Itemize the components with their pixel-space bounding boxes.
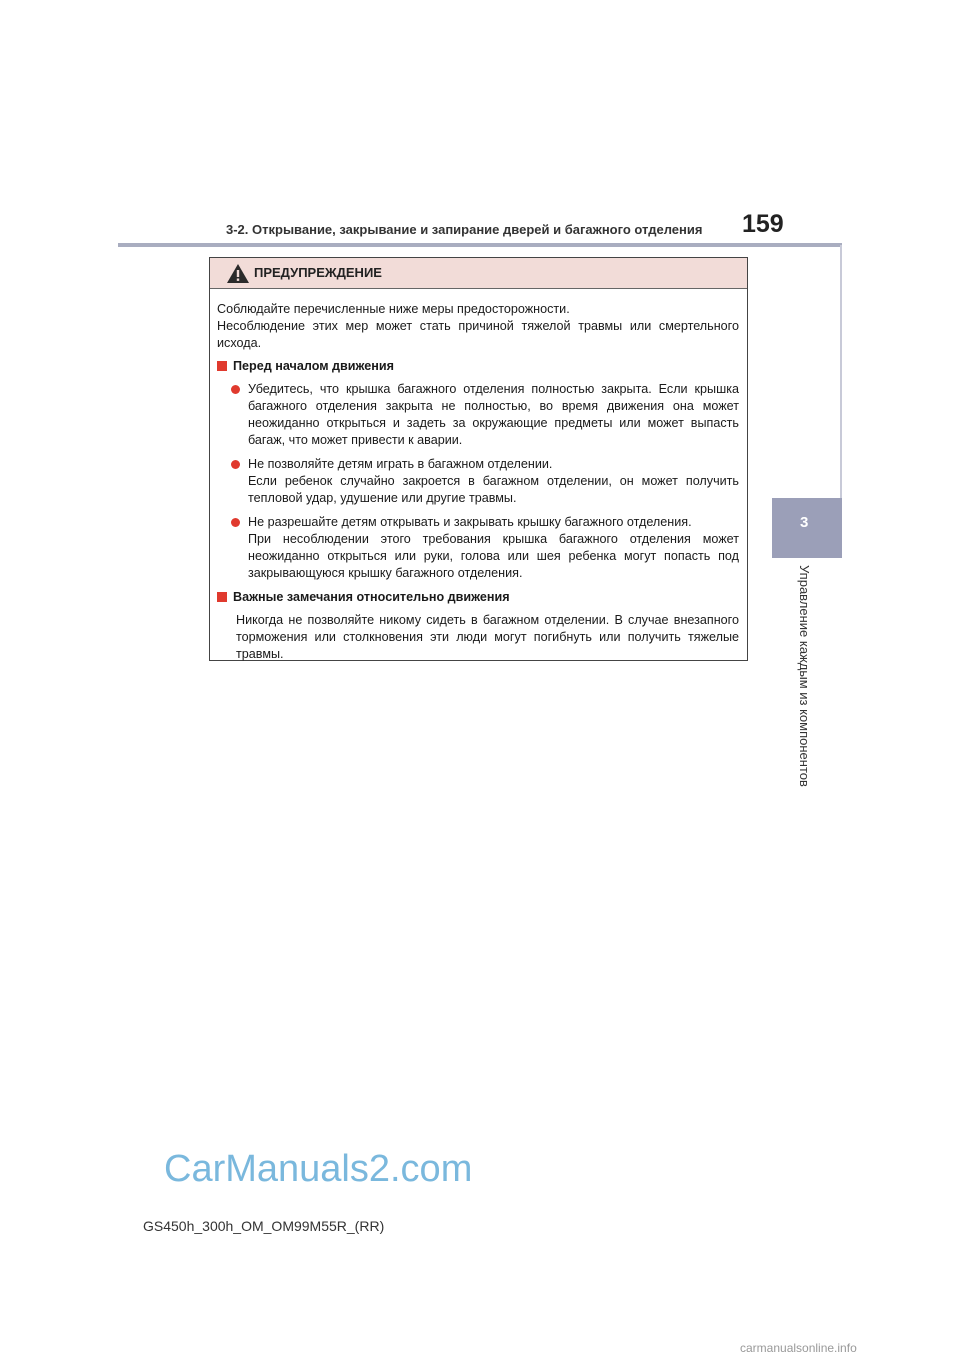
- warning-triangle-icon: [226, 263, 250, 284]
- bullet-text-wrap: [248, 456, 739, 507]
- warning-title: ПРЕДУПРЕЖДЕНИЕ: [254, 265, 382, 280]
- chapter-number: 3: [800, 514, 809, 531]
- document-code: GS450h_300h_OM_OM99M55R_(RR): [143, 1218, 385, 1234]
- bullet-text: Не разрешайте детям открывать и закрывать крышку багажного отделения.: [248, 515, 692, 529]
- warning-box: [209, 257, 748, 661]
- intro-line-2: Несоблюдение этих мер может стать причиной тяжелой травмы или смертельного исхода.: [217, 319, 739, 350]
- section-title: 3-2. Открывание, закрывание и запирание дверей и багажного отделения: [226, 222, 703, 237]
- bullet-item: [229, 381, 739, 449]
- warning-header: [210, 258, 747, 289]
- bullet-item: [229, 514, 739, 582]
- bullet-text: Убедитесь, что крышка багажного отделения полностью закрыта. Если крышка багажного отделения закрыта не полностью, во время движения она может неожиданно открыться и задеть за окружающие предметы или может выпасть багаж, что может привести к аварии.: [248, 382, 739, 447]
- round-bullet-icon: [231, 385, 240, 394]
- source-site: carmanualsonline.info: [740, 1341, 857, 1355]
- bullet-item: [229, 456, 739, 507]
- page-number: 159: [742, 210, 784, 238]
- bullet-detail: При несоблюдении этого требования крышка багажного отделения может неожиданно открыться или руки, голова или шея ребенка могут попасть под закрывающуюся крышку багажного отделения.: [248, 532, 739, 580]
- side-rule: [840, 245, 842, 498]
- section-heading-before-driving: [217, 358, 739, 375]
- square-bullet-icon: [217, 592, 227, 602]
- section-heading-driving-notes: [217, 589, 739, 606]
- intro-line-1: Соблюдайте перечисленные ниже меры предосторожности.: [217, 302, 570, 316]
- header-rule: [118, 243, 842, 247]
- section-paragraph: Никогда не позволяйте никому сидеть в багажном отделении. В случае внезапного торможения или столкновения эти люди могут погибнуть или получить тяжелые травмы.: [236, 613, 739, 661]
- section-heading-text: Перед началом движения: [233, 359, 394, 373]
- square-bullet-icon: [217, 361, 227, 371]
- round-bullet-icon: [231, 460, 240, 469]
- watermark-logo: CarManuals2.com: [164, 1148, 473, 1190]
- chapter-title: Управление каждым из компонентов: [797, 565, 812, 787]
- bullet-detail: Если ребенок случайно закроется в багажном отделении, он может получить тепловой удар, удушение или другие травмы.: [248, 474, 739, 505]
- section-heading-text: Важные замечания относительно движения: [233, 590, 510, 604]
- chapter-tab: [772, 498, 842, 558]
- round-bullet-icon: [231, 518, 240, 527]
- warning-body: [210, 289, 747, 663]
- bullet-text-wrap: [248, 514, 739, 582]
- bullet-text: Не позволяйте детям играть в багажном отделении.: [248, 457, 553, 471]
